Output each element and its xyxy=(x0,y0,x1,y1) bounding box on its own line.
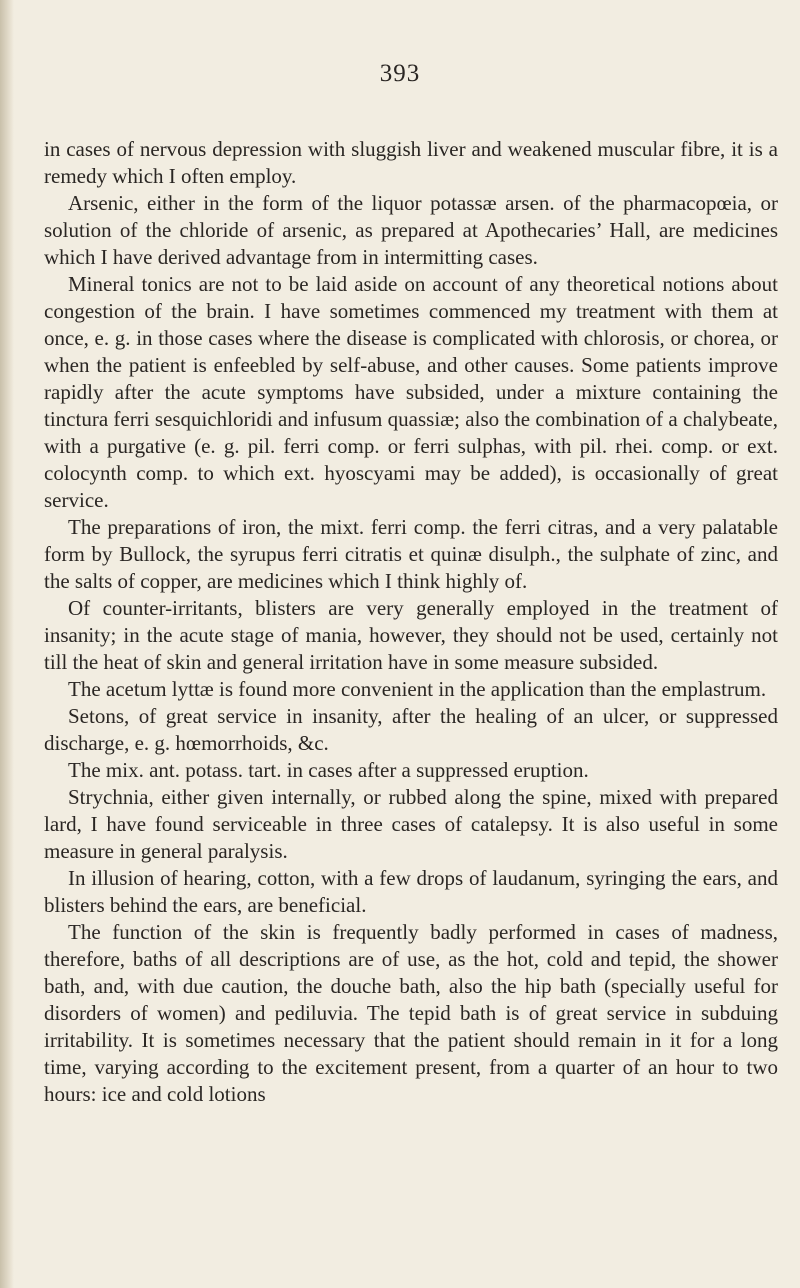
paragraph-hearing: In illusion of hearing, cotton, with a few drops of laudanum, syringing the ears, and blisters behind the ears, are beneficial. xyxy=(44,866,778,917)
paragraph-arsenic: Arsenic, either in the form of the liquor potassæ arsen. of the pharmacopœia, or solution of the chloride of arsenic, as prepared at Apothecaries’ Hall, are medicines which I have derived advantage from in intermitting cases. xyxy=(44,191,778,269)
book-page xyxy=(44,0,784,1288)
page-text xyxy=(44,136,778,1108)
paragraph-counter-irritants: Of counter-irritants, blisters are very generally employed in the treatment of insanity; in the acute stage of mania, however, they should not be used, certainly not till the heat of skin and general irritation have in some measure subsided. xyxy=(44,596,778,674)
paragraph-strychnia: Strychnia, either given internally, or rubbed along the spine, mixed with prepared lard, I have found serviceable in three cases of catalepsy. It is also useful in some measure in general paralysis. xyxy=(44,785,778,863)
paragraph-iron-preparations: The preparations of iron, the mixt. ferri comp. the ferri citras, and a very palatable form by Bullock, the syrupus ferri citratis et quinæ disulph., the sulphate of zinc, and the salts of copper, are medicines which I think highly of. xyxy=(44,515,778,593)
paragraph-setons: Setons, of great service in insanity, after the healing of an ulcer, or suppressed discharge, e. g. hœmorrhoids, &c. xyxy=(44,704,778,755)
page-binding-edge xyxy=(0,0,14,1288)
paragraph-baths: The function of the skin is frequently badly performed in cases of madness, therefore, baths of all descriptions are of use, as the hot, cold and tepid, the shower bath, and, with due caution, the douche bath, also the hip bath (specially useful for disorders of women) and pediluvia. The tepid bath is of great service in subduing irritability. It is sometimes necessary that the patient should remain in it for a long time, varying according to the excitement present, from a quarter of an hour to two hours: ice and cold lotions xyxy=(44,920,778,1106)
paragraph-tonic-continuation: in cases of nervous depression with sluggish liver and weakened muscular fibre, it is a remedy which I often employ. xyxy=(44,137,778,188)
paragraph-acetum-lyttae: The acetum lyttæ is found more convenient in the application than the emplastrum. xyxy=(68,677,767,701)
page-number: 393 xyxy=(379,60,421,87)
paragraph-mineral-tonics: Mineral tonics are not to be laid aside on account of any theoretical notions about congestion of the brain. I have sometimes commenced my treatment with them at once, e. g. in those cases where the disease is complicated with chlorosis, or chorea, or when the patient is enfeebled by self-abuse, and other causes. Some patients improve rapidly after the acute symptoms have subsided, under a mixture containing the tinctura ferri sesquichloridi and infusum quassiæ; also the combination of a chalybeate, with a purgative (e. g. pil. ferri comp. or ferri sulphas, with pil. rhei. comp. or ext. colocynth comp. to which ext. hyoscyami may be added), is occasionally of great service. xyxy=(44,272,778,512)
paragraph-antimony: The mix. ant. potass. tart. in cases after a suppressed eruption. xyxy=(68,758,589,782)
